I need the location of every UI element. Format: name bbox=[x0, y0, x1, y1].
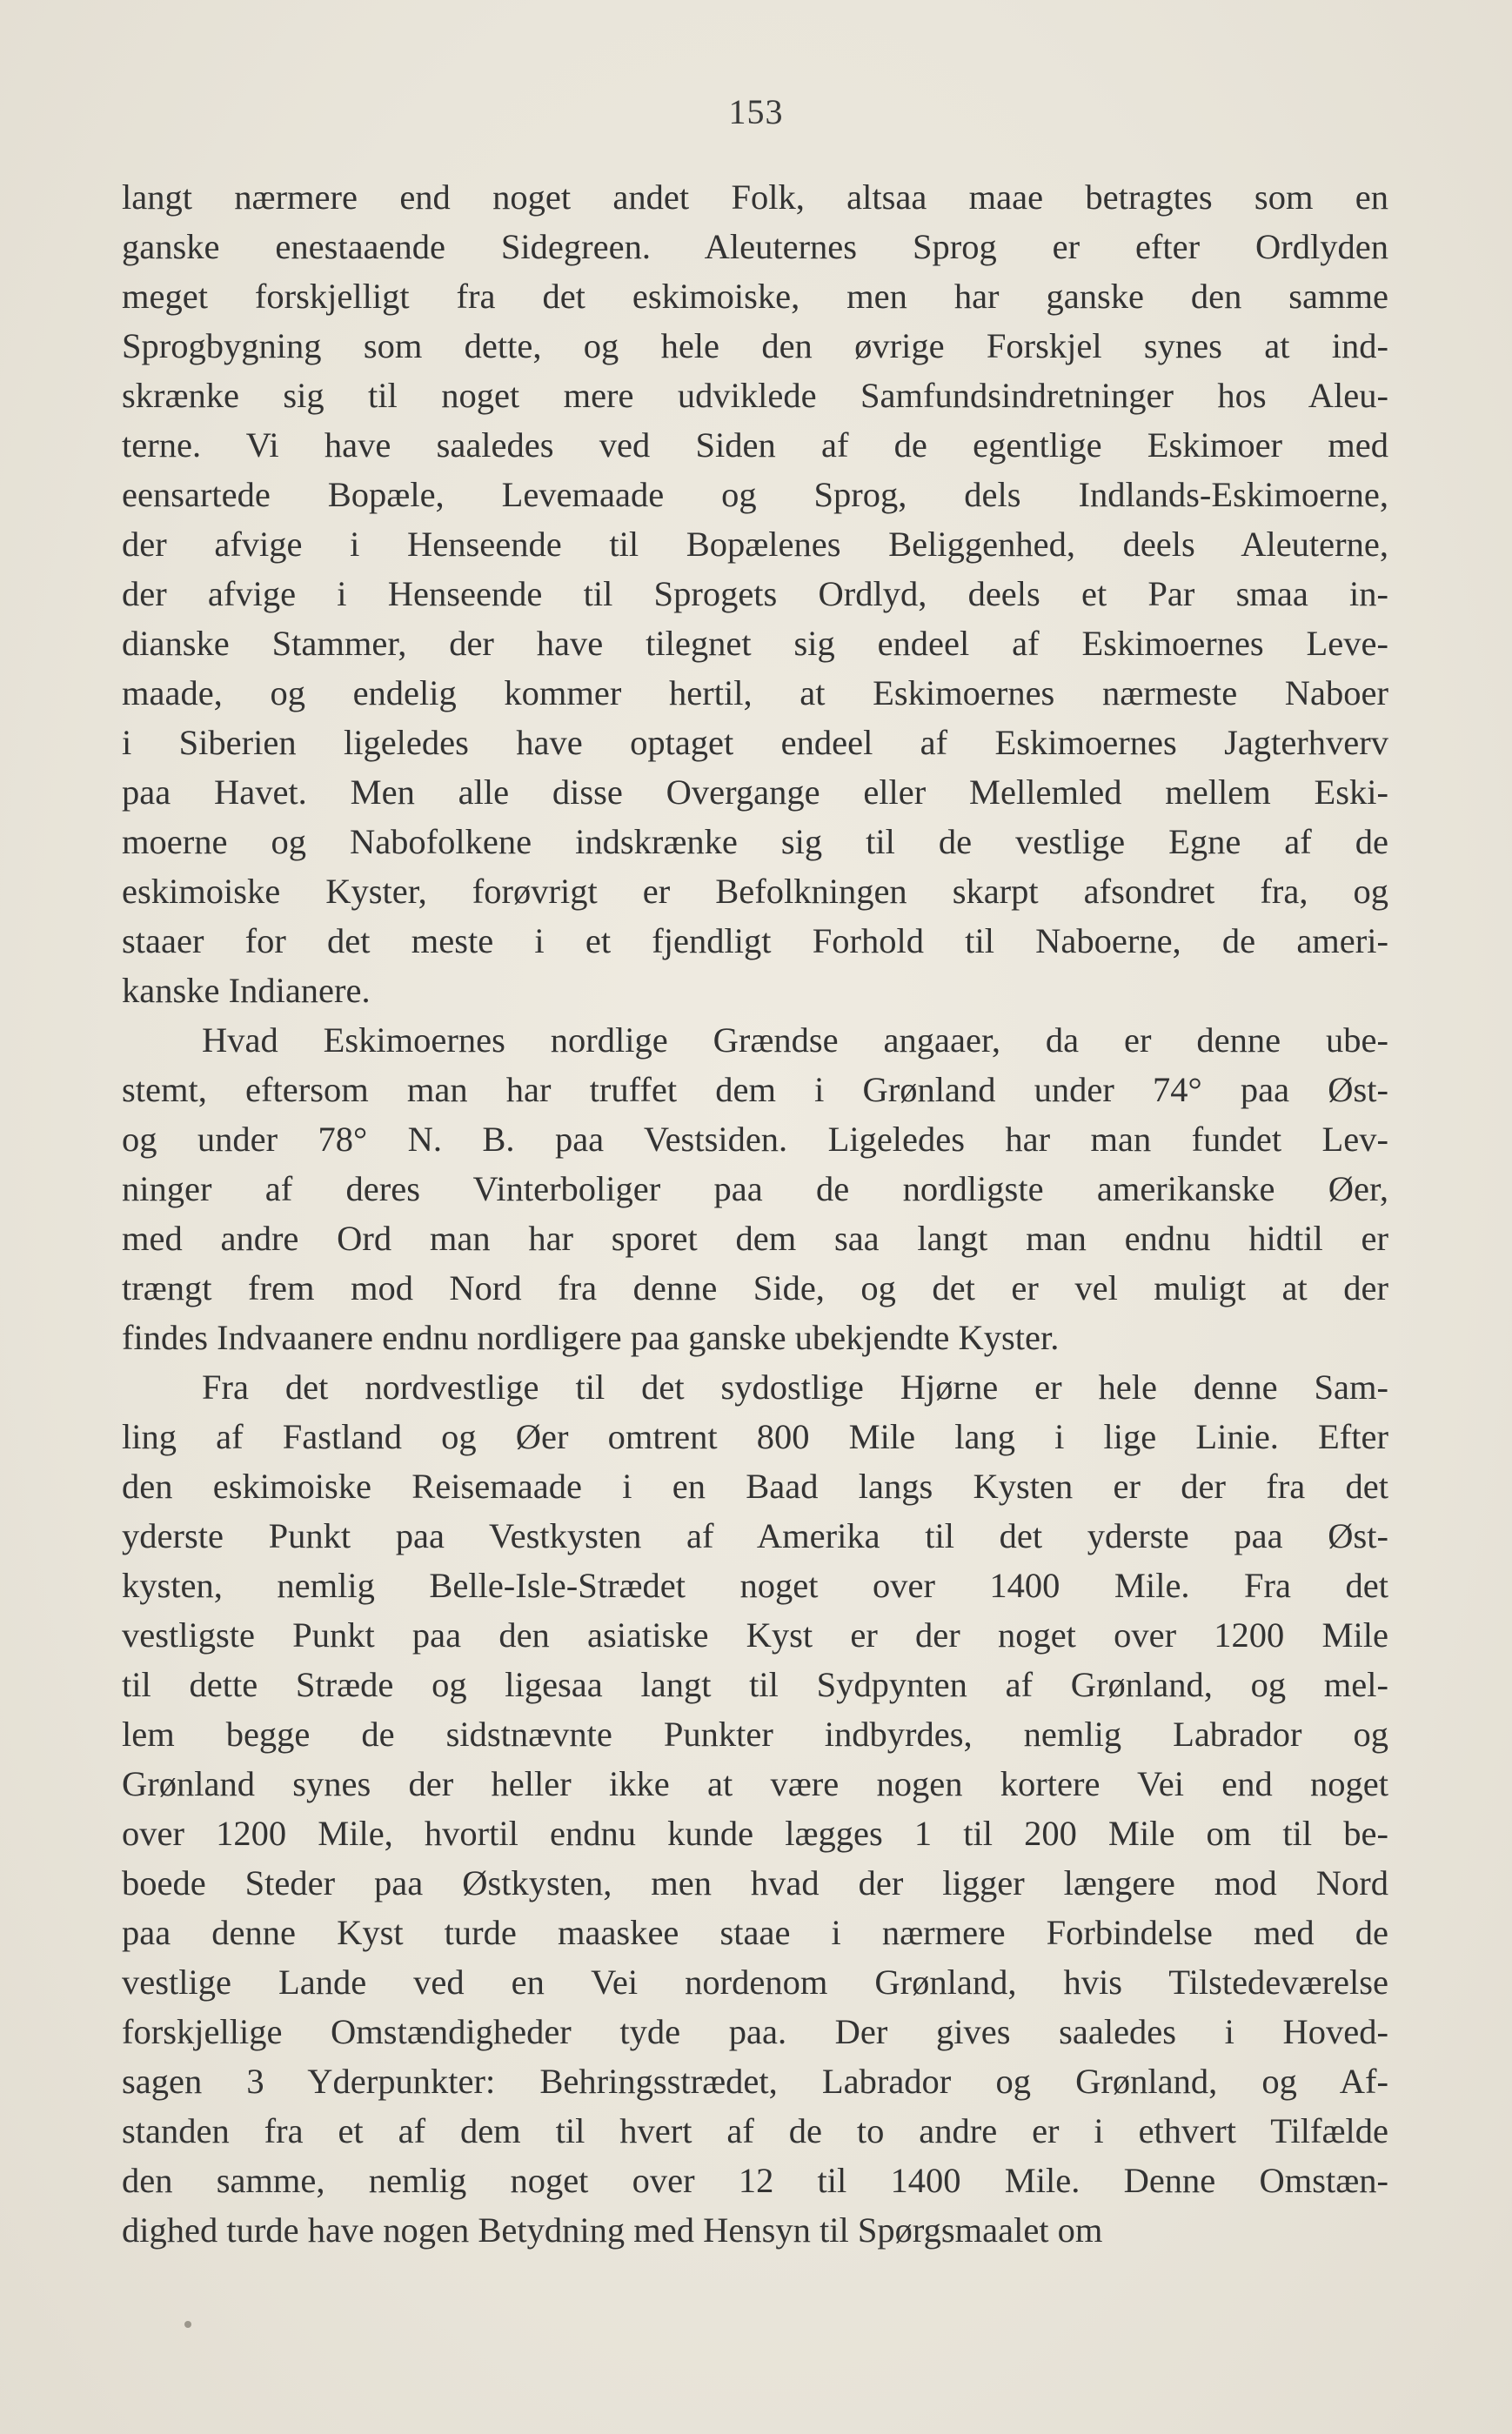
text-line: yderste Punkt paa Vestkysten af Amerika til det yderste paa Øst- bbox=[122, 1516, 1388, 1555]
text-line: eskimoiske Kyster, forøvrigt er Befolkningen skarpt afsondret fra, og bbox=[122, 872, 1388, 911]
text-line: skrænke sig til noget mere udviklede Samfundsindretninger hos Aleu- bbox=[122, 376, 1388, 415]
text-line: sagen 3 Yderpunkter: Behringsstrædet, Labrador og Grønland, og Af- bbox=[122, 2062, 1388, 2101]
text-line: der afvige i Henseende til Bopælenes Beliggenhed, deels Aleuterne, bbox=[122, 525, 1388, 564]
text-line: med andre Ord man har sporet dem saa langt man endnu hidtil er bbox=[122, 1219, 1388, 1258]
text-line: boede Steder paa Østkysten, men hvad der ligger længere mod Nord bbox=[122, 1863, 1388, 1902]
text-line: den eskimoiske Reisemaade i en Baad langs Kysten er der fra det bbox=[122, 1467, 1388, 1506]
text-line: findes Indvaanere endnu nordligere paa ganske ubekjendte Kyster. bbox=[122, 1318, 1060, 1357]
text-line: stemt, eftersom man har truffet dem i Grønland under 74° paa Øst- bbox=[122, 1070, 1388, 1109]
text-line: meget forskjelligt fra det eskimoiske, men har ganske den samme bbox=[122, 277, 1388, 316]
text-line: forskjellige Omstændigheder tyde paa. Der gives saaledes i Hoved- bbox=[122, 2012, 1388, 2051]
text-line: Sprogbygning som dette, og hele den øvrige Forskjel synes at ind- bbox=[122, 326, 1388, 365]
text-line: dianske Stammer, der have tilegnet sig endeel af Eskimoernes Leve- bbox=[122, 624, 1388, 663]
text-line: vestlige Lande ved en Vei nordenom Grønland, hvis Tilstedeværelse bbox=[122, 1963, 1388, 2002]
text-line: dighed turde have nogen Betydning med Hensyn til Spørgsmaalet om bbox=[122, 2210, 1103, 2250]
body-text bbox=[122, 172, 1388, 2255]
text-line: ganske enestaaende Sidegreen. Aleuternes Sprog er efter Ordlyden bbox=[122, 227, 1388, 266]
text-line: lem begge de sidstnævnte Punkter indbyrdes, nemlig Labrador og bbox=[122, 1715, 1388, 1754]
text-line: Fra det nordvestlige til det sydostlige Hjørne er hele denne Sam- bbox=[202, 1367, 1388, 1407]
text-line: terne. Vi have saaledes ved Siden af de egentlige Eskimoer med bbox=[122, 425, 1388, 465]
text-line: og under 78° N. B. paa Vestsiden. Ligeledes har man fundet Lev- bbox=[122, 1120, 1388, 1159]
text-line: den samme, nemlig noget over 12 til 1400 Mile. Denne Omstæn- bbox=[122, 2161, 1388, 2200]
text-line: vestligste Punkt paa den asiatiske Kyst er der noget over 1200 Mile bbox=[122, 1615, 1388, 1655]
text-line: i Siberien ligeledes have optaget endeel af Eskimoernes Jagterhverv bbox=[122, 723, 1388, 762]
page-number: 153 bbox=[728, 92, 784, 131]
text-line: ling af Fastland og Øer omtrent 800 Mile lang i lige Linie. Efter bbox=[122, 1417, 1388, 1456]
text-line: kysten, nemlig Belle-Isle-Strædet noget over 1400 Mile. Fra det bbox=[122, 1566, 1388, 1605]
text-line: paa denne Kyst turde maaskee staae i nærmere Forbindelse med de bbox=[122, 1913, 1388, 1952]
text-line: kanske Indianere. bbox=[122, 971, 371, 1010]
text-line: trængt frem mod Nord fra denne Side, og det er vel muligt at der bbox=[122, 1268, 1388, 1307]
text-line: ninger af deres Vinterboliger paa de nordligste amerikanske Øer, bbox=[122, 1169, 1388, 1208]
text-line: Grønland synes der heller ikke at være nogen kortere Vei end noget bbox=[122, 1764, 1388, 1803]
text-line: over 1200 Mile, hvortil endnu kunde lægges 1 til 200 Mile om til be- bbox=[122, 1814, 1388, 1853]
text-line: der afvige i Henseende til Sprogets Ordlyd, deels et Par smaa in- bbox=[122, 574, 1388, 613]
text-line: standen fra et af dem til hvert af de to andre er i ethvert Tilfælde bbox=[122, 2111, 1388, 2150]
text-line: maade, og endelig kommer hertil, at Eskimoernes nærmeste Naboer bbox=[122, 673, 1388, 712]
text-line: moerne og Nabofolkene indskrænke sig til de vestlige Egne af de bbox=[122, 822, 1388, 861]
print-speck bbox=[184, 2321, 191, 2328]
text-line: eensartede Bopæle, Levemaade og Sprog, dels Indlands-Eskimoerne, bbox=[122, 475, 1388, 514]
text-line: til dette Stræde og ligesaa langt til Sydpynten af Grønland, og mel- bbox=[122, 1665, 1388, 1704]
text-line: Hvad Eskimoernes nordlige Grændse angaaer, da er denne ube- bbox=[202, 1020, 1388, 1060]
text-line: staaer for det meste i et fjendligt Forhold til Naboerne, de ameri- bbox=[122, 921, 1388, 960]
text-line: langt nærmere end noget andet Folk, altsaa maae betragtes som en bbox=[122, 177, 1388, 217]
text-line: paa Havet. Men alle disse Overgange eller Mellemled mellem Eski- bbox=[122, 772, 1388, 812]
